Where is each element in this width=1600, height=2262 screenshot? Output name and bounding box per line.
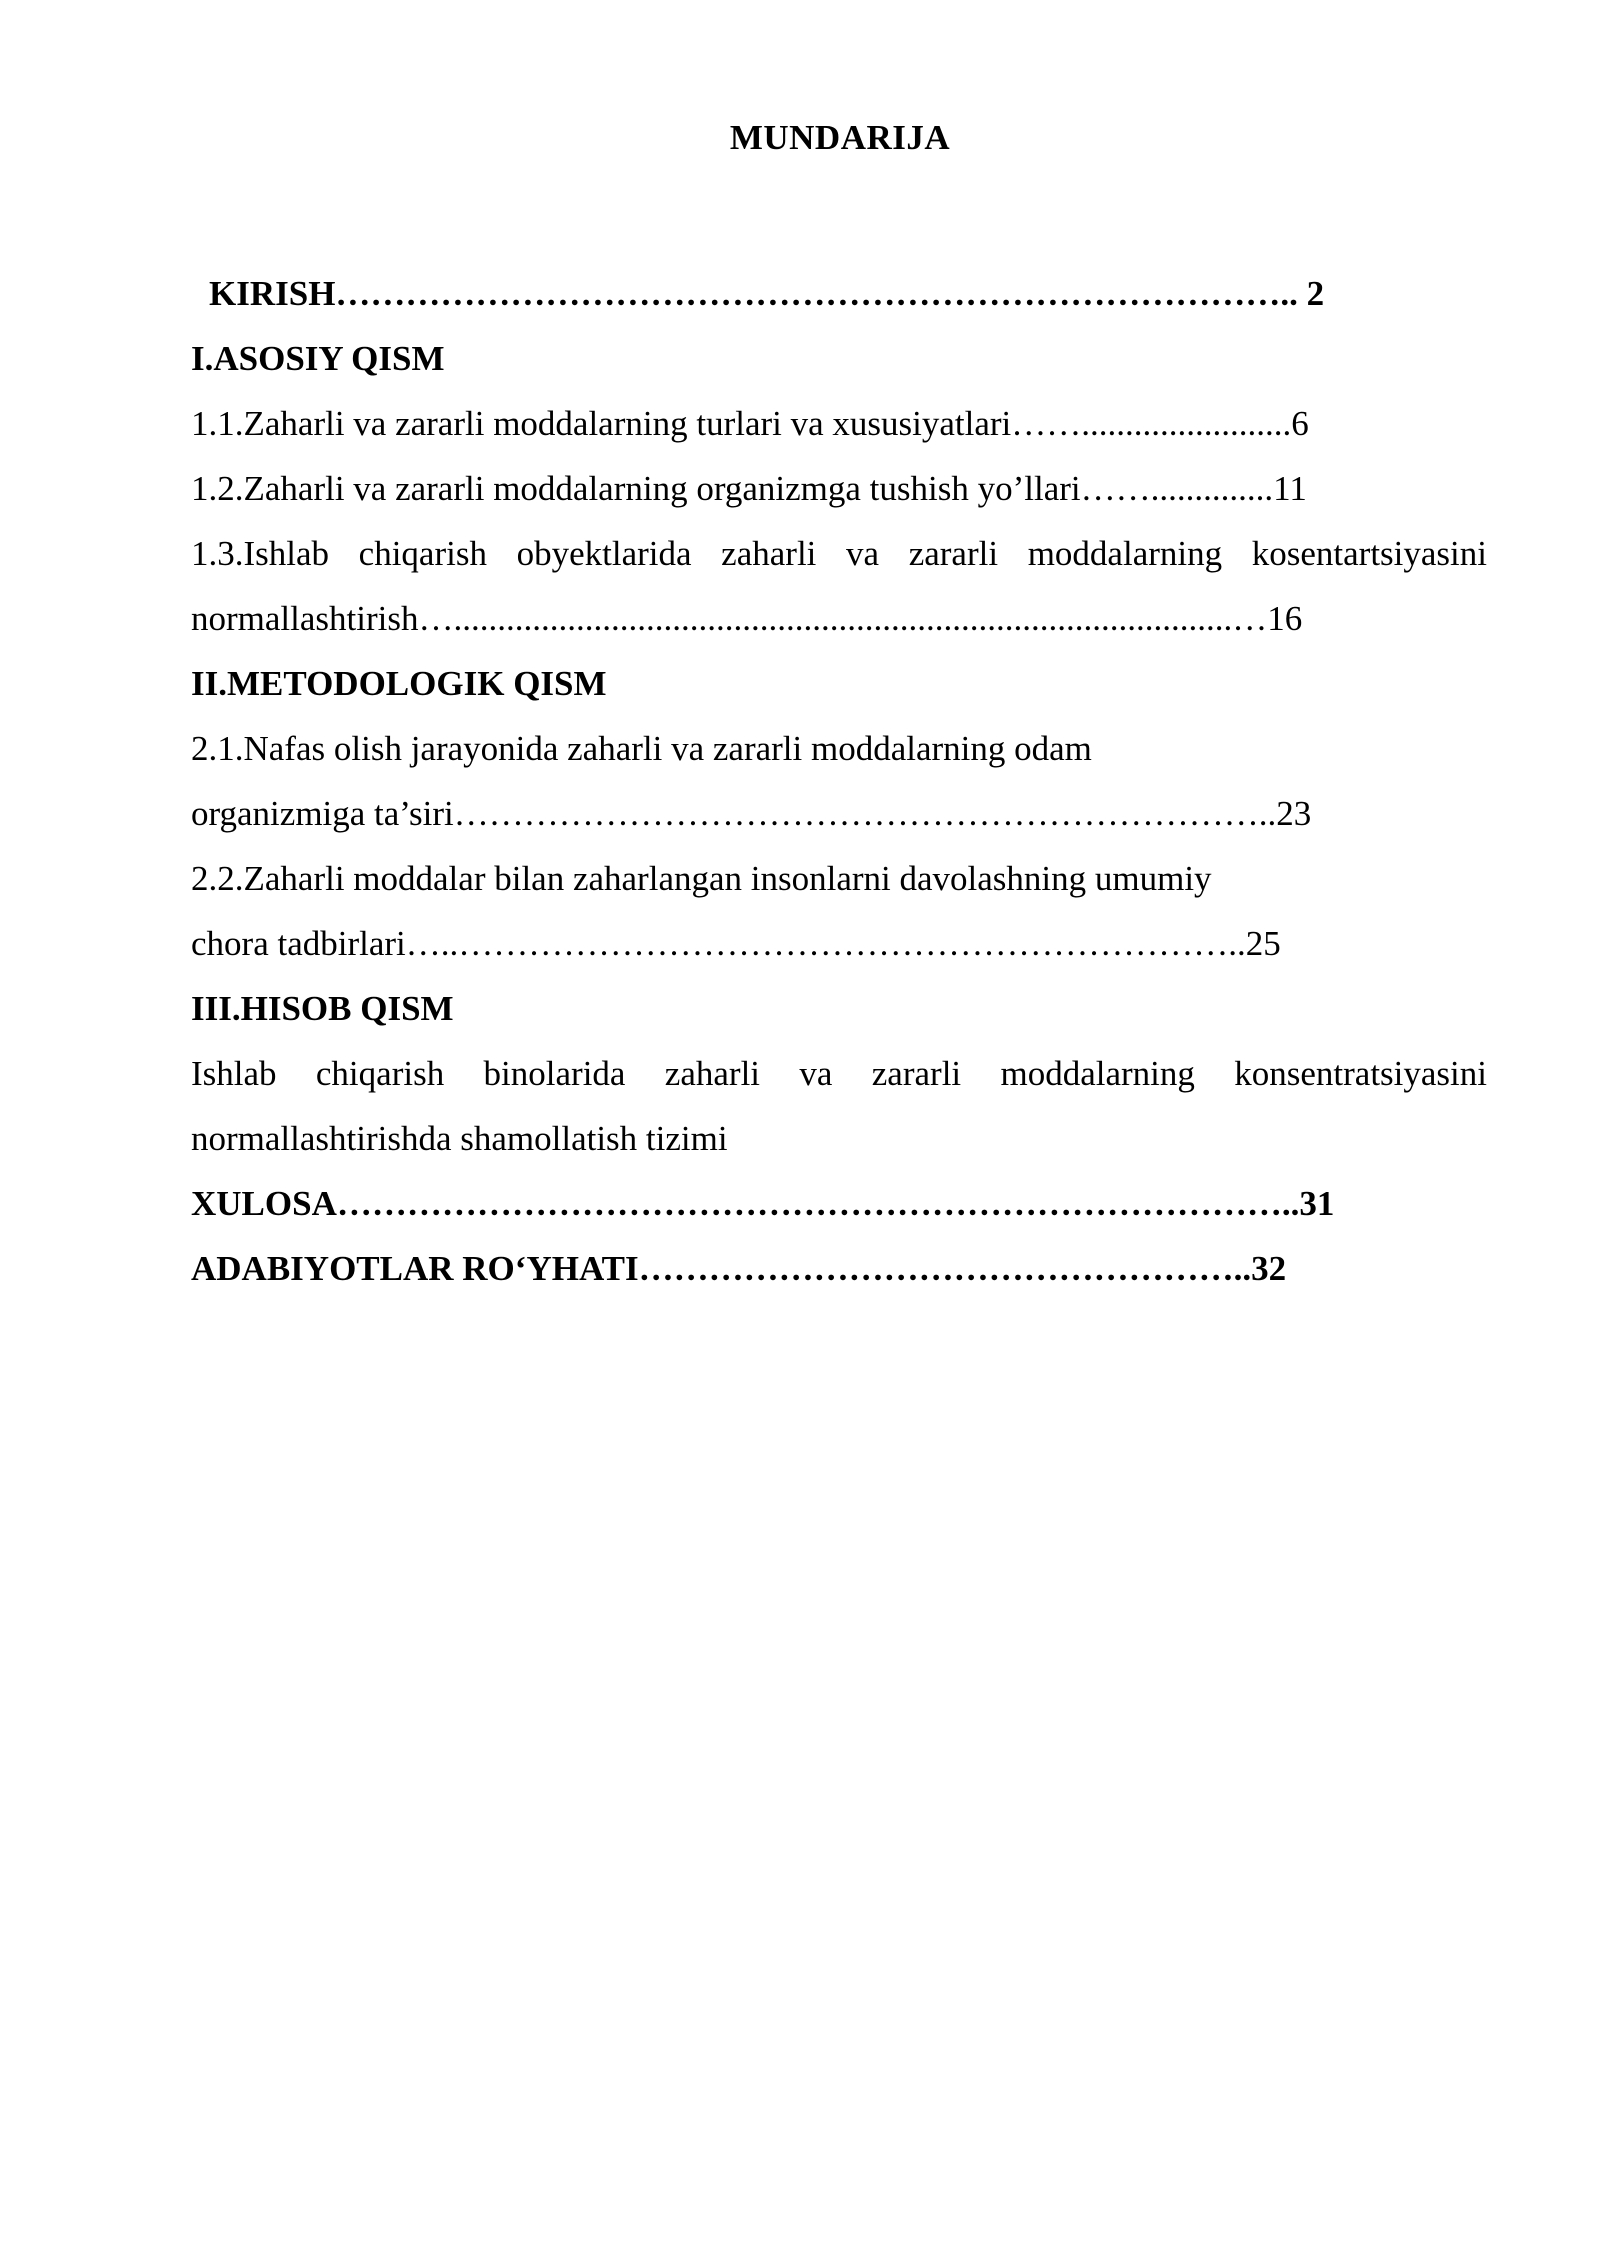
toc-entry-xulosa: XULOSA………………………………………………………………………..31 [191,1184,1335,1223]
toc-entry-1-3: 1.3.Ishlab chiqarish obyektlarida zaharli va zararli moddalarning kosentartsiyasini [191,534,1487,573]
toc-entry-3: Ishlab chiqarish binolarida zaharli va zararli moddalarning konsentratsiyasini [191,1054,1487,1093]
toc-section-heading-1: I.ASOSIY QISM [191,339,445,378]
toc-entry-1-1: 1.1.Zaharli va zararli moddalarning turlari va xususiyatlari……........................6 [191,404,1309,443]
toc-entry-3-cont: normallashtirishda shamollatish tizimi [191,1119,728,1158]
toc-section-heading-3: III.HISOB QISM [191,989,454,1028]
page-title: MUNDARIJA [729,118,951,157]
toc-entry-kirish: KIRISH……………………………………………………………………….. 2 [209,274,1325,313]
toc-entry-2-2: 2.2.Zaharli moddalar bilan zaharlangan insonlarni davolashning umumiy [191,859,1212,898]
toc-entry-2-2-cont: chora tadbirlari…..…………………………………………………………..25 [191,924,1281,963]
toc-section-heading-2: II.METODOLOGIK QISM [191,664,607,703]
toc-entry-1-2: 1.2.Zaharli va zararli moddalarning organizmga tushish yo’llari……..............11 [191,469,1307,508]
toc-entry-2-1: 2.1.Nafas olish jarayonida zaharli va zararli moddalarning odam [191,729,1092,768]
toc-entry-1-3-cont: normallashtirish….........................................................................................…16 [191,599,1303,638]
toc-entry-adabiyotlar: ADABIYOTLAR RO‘YHATI……………………………………………..32 [191,1249,1287,1288]
toc-entry-2-1-cont: organizmiga ta’siri……………………………………………………………..23 [191,794,1312,833]
